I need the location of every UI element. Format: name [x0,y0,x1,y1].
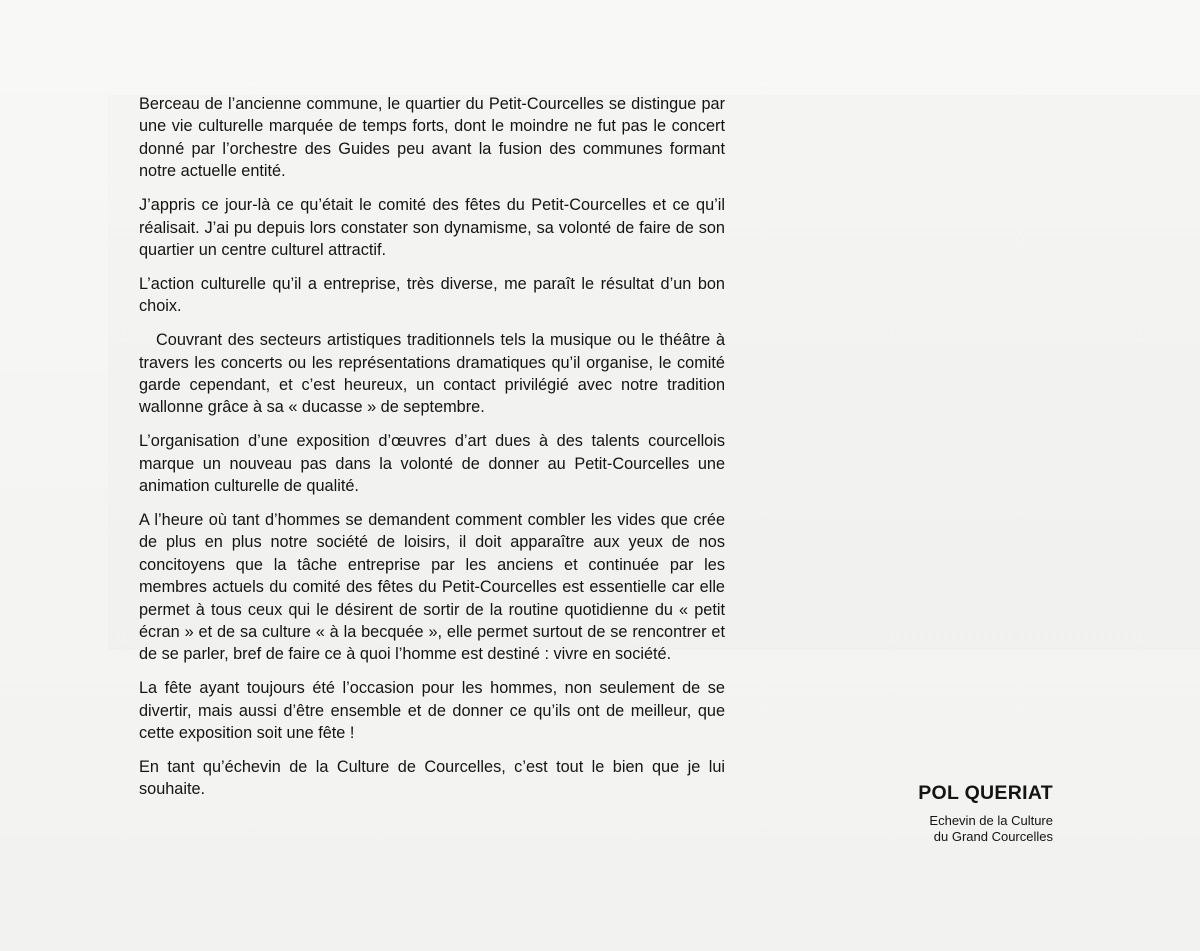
paragraph-6: A l’heure où tant d’hommes se demandent comment combler les vides que crée de plus en plus notre société de loisirs, il doit apparaître aux yeux de nos concitoyens que la tâche entreprise par les anciens et continuée par les membres actuels du comité des fêtes du Petit-Courcelles est essentielle car elle permet à tous ceux qui le désirent de sortir de la routine quotidienne du « petit écran » et de sa culture « à la becquée », elle permet surtout de se rencontrer et de se parler, bref de faire ce à quoi l’homme est destiné : vivre en société. [139,511,725,664]
letter-body [139,93,725,812]
paragraph-8: En tant qu’échevin de la Culture de Courcelles, c’est tout le bien que je lui souhaite. [139,758,725,799]
signatory-title-line-2: du Grand Courcelles [933,828,1053,844]
paragraph-2: J’appris ce jour-là ce qu’était le comité des fêtes du Petit-Courcelles et ce qu’il réalisait. J’ai pu depuis lors constater son dynamisme, sa volonté de faire de son quartier un centre culturel attractif. [139,196,725,259]
paragraph-4: Couvrant des secteurs artistiques traditionnels tels la musique ou le théâtre à travers les concerts ou les représentations dramatiques qu’il organise, le comité garde cependant, et c’est heureux, un contact privilégié avec notre tradition wallonne grâce à sa « ducasse » de septembre. [139,331,725,417]
paragraph-3: L’action culturelle qu’il a entreprise, très diverse, me paraît le résultat d’un bon choix. [139,274,725,316]
signatory-title-line-1: Echevin de la Culture [929,813,1053,828]
paragraph-7: La fête ayant toujours été l’occasion pour les hommes, non seulement de se divertir, mais aussi d’être ensemble et de donner ce qu’ils ont de meilleur, que cette exposition soit une fête ! [139,679,725,743]
paragraph-1: Berceau de l’ancienne commune, le quartier du Petit-Courcelles se distingue par une vie culturelle marquée de temps forts, dont le moindre ne fut pas le concert donné par l’orchestre des Guides peu avant la fusion des communes formant notre actuelle entité. [139,95,725,181]
signature-block [870,782,1053,844]
signatory-name: POL QUERIAT [918,782,1053,804]
paragraph-5: L’organisation d’une exposition d’œuvres d’art dues à des talents courcellois marque un nouveau pas dans la volonté de donner au Petit-Courcelles une animation culturelle de qualité. [139,432,725,496]
